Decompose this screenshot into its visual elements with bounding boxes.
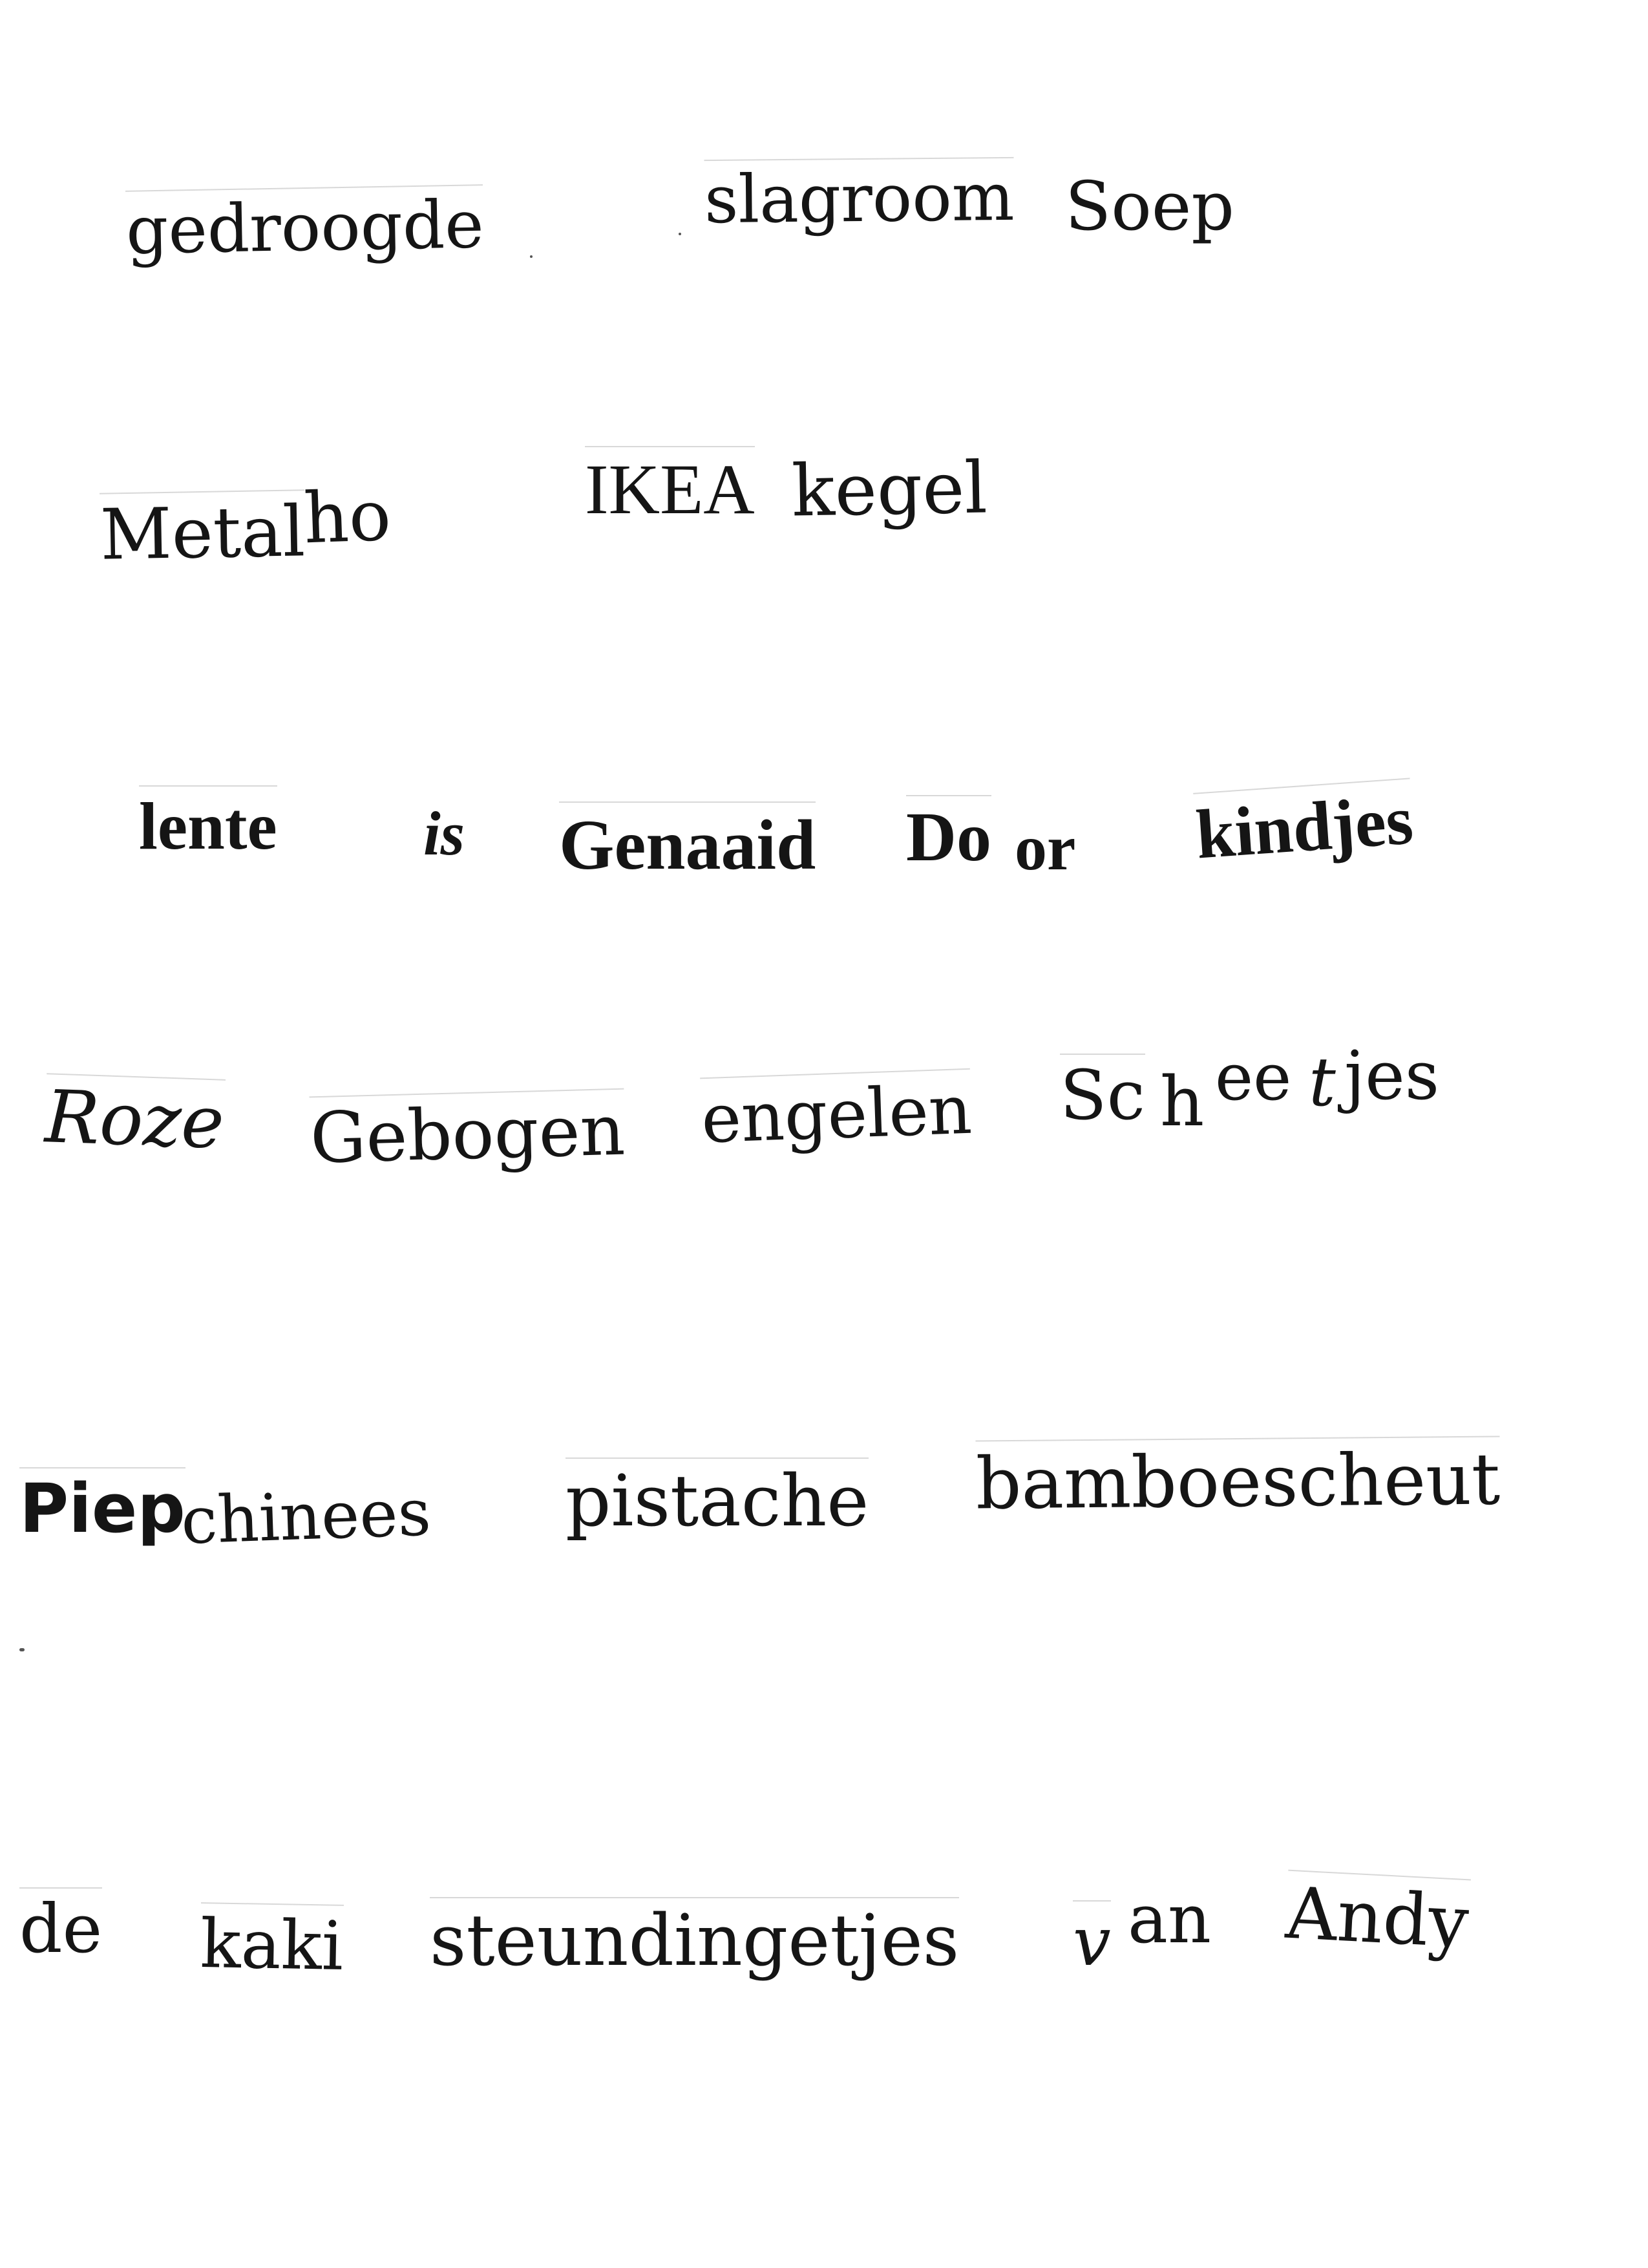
word-clipping: jes [1344, 1036, 1440, 1115]
word-clipping: or [1015, 812, 1076, 884]
word-clipping: Andy [1284, 1870, 1471, 1958]
word-clipping: lente [139, 785, 277, 860]
word-clipping: steundingetjes [430, 1897, 959, 1976]
word-clipping: Sc [1060, 1054, 1145, 1130]
word-clipping: kindjes [1193, 778, 1415, 870]
word-clipping: kaki [200, 1902, 344, 1980]
word-clipping: ee [1215, 1039, 1292, 1115]
word-clipping: t [1309, 1043, 1336, 1121]
word-clipping: gedroogde [125, 184, 484, 264]
word-clipping: Genaaid [559, 801, 816, 880]
word-clipping: Do [906, 795, 991, 873]
word-clipping: an [1128, 1880, 1211, 1958]
word-clipping: ho [302, 475, 392, 560]
word-clipping: is [423, 799, 465, 868]
word-clipping: Piep [19, 1467, 185, 1542]
word-clipping: Soep [1065, 167, 1234, 246]
word-clipping: IKEA [585, 446, 755, 525]
word-clipping: kegel [791, 446, 988, 533]
word-clipping: engelen [700, 1068, 973, 1153]
paper-speck [19, 1648, 25, 1651]
paper-speck [530, 255, 533, 258]
word-clipping: pistache [565, 1457, 869, 1536]
paper-speck [679, 233, 681, 235]
word-clipping: v [1073, 1900, 1111, 1975]
word-clipping: h [1160, 1062, 1205, 1141]
word-clipping: slagroom [704, 157, 1015, 233]
word-clipping: Roze [44, 1073, 226, 1160]
word-clipping: bamboescheut [975, 1436, 1500, 1519]
word-clipping: Metal [100, 489, 306, 571]
word-clipping: de [19, 1887, 102, 1962]
word-clipping: Gebogen [310, 1088, 626, 1174]
word-clipping: chinees [180, 1474, 432, 1559]
